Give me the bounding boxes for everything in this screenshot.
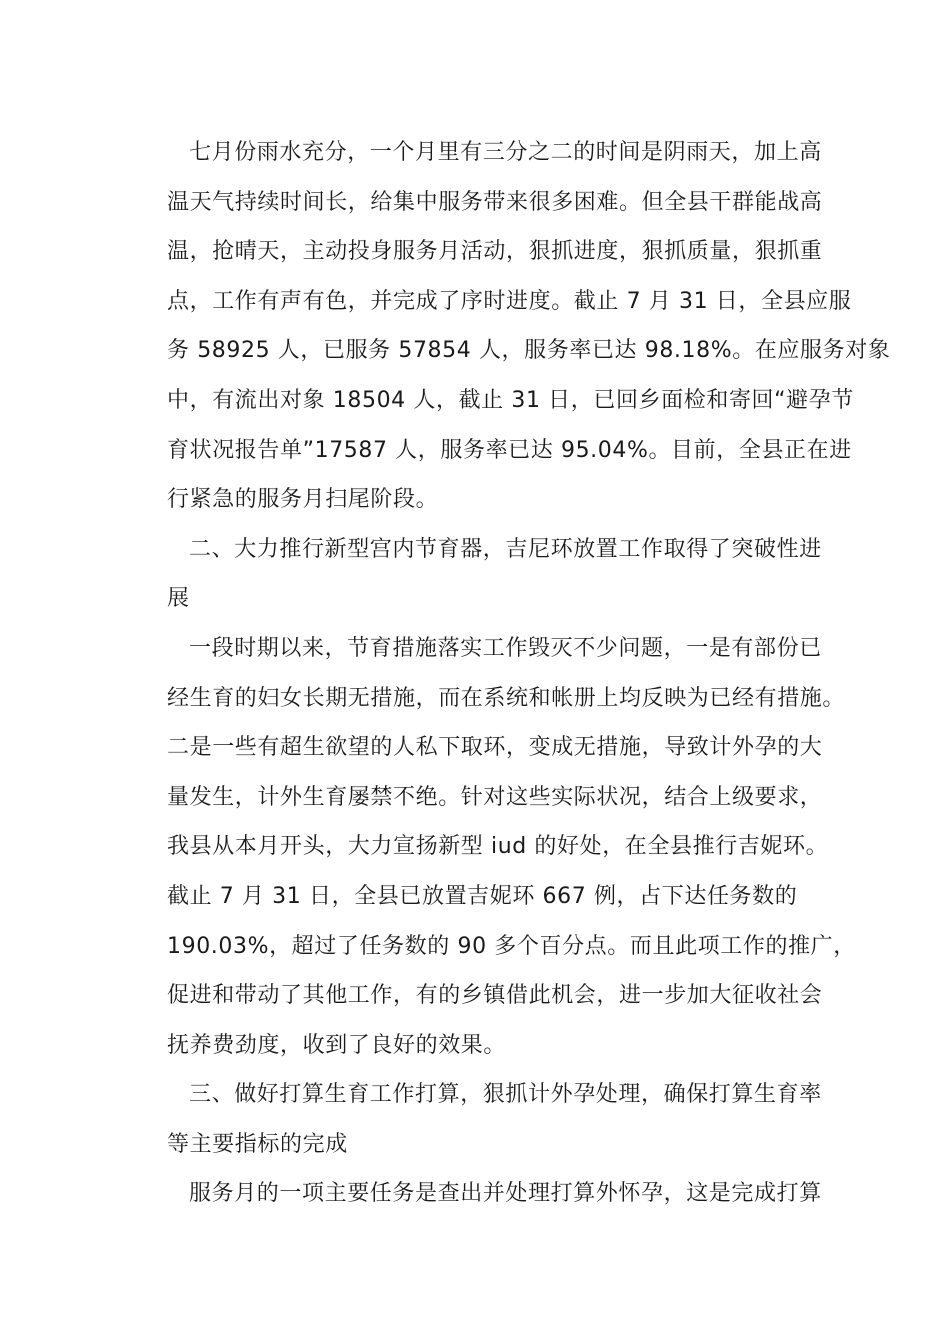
text-line: 截止 7 月 31 日，全县已放置吉妮环 667 例，占下达任务数的 (167, 883, 798, 909)
text-line: 经生育的妇女长期无措施，而在系统和帐册上均反映为已经有措施。 (167, 685, 846, 711)
text-line: 育状况报告单”17587 人，服务率已达 95.04%。目前，全县正在进 (167, 437, 852, 463)
heading-line: 三、做好打算生育工作打算，狠抓计外孕处理，确保打算生育率 (189, 1082, 822, 1108)
section-heading-3 (145, 1070, 822, 1169)
text-line: 190.03%，超过了任务数的 90 多个百分点。而且此项工作的推广， (167, 933, 856, 959)
text-line: 温天气持续时间长，给集中服务带来很多困难。但全县干群能战高 (167, 189, 823, 215)
heading-line: 二、大力推行新型宫内节育器，吉尼环放置工作取得了突破性进 (189, 536, 822, 562)
text-line: 服务月的一项主要任务是查出并处理打算外怀孕，这是完成打算 (189, 1181, 822, 1207)
text-line: 务 58925 人，已服务 57854 人，服务率已达 98.18%。在应服务对象 (167, 338, 891, 364)
text-line: 二是一些有超生欲望的人私下取环，变成无措施，导致计外孕的大 (167, 735, 823, 761)
document-body (145, 128, 891, 1219)
text-line: 一段时期以来，节育措施落实工作毁灭不少问题，一是有部份已 (189, 635, 822, 661)
text-line: 中，有流出对象 18504 人，截止 31 日，已回乡面检和寄回“避孕节 (167, 387, 854, 413)
section-heading-2 (145, 525, 822, 624)
paragraph-service-month-tasks (145, 1169, 822, 1219)
text-line: 抚养费劲度，收到了良好的效果。 (167, 1032, 507, 1058)
text-line: 我县从本月开头，大力宣扬新型 iud 的好处，在全县推行吉妮环。 (167, 834, 829, 860)
heading-line: 等主要指标的完成 (167, 1131, 348, 1157)
text-line: 七月份雨水充分，一个月里有三分之二的时间是阴雨天，加上高 (189, 140, 822, 165)
text-line: 点，工作有声有色，并完成了序时进度。截止 7 月 31 日，全县应服 (167, 288, 852, 314)
heading-line: 展 (167, 586, 190, 612)
text-line: 量发生，计外生育屡禁不绝。针对这些实际状况，结合上级要求， (167, 784, 823, 810)
paragraph-service-month-progress (145, 128, 891, 525)
text-line: 促进和带动了其他工作，有的乡镇借此机会，进一步加大征收社会 (167, 983, 823, 1009)
text-line: 温，抢晴天，主动投身服务月活动，狠抓进度，狠抓质量，狠抓重 (167, 239, 823, 265)
paragraph-iud-promotion (145, 624, 856, 1070)
text-line: 行紧急的服务月扫尾阶段。 (167, 487, 439, 513)
